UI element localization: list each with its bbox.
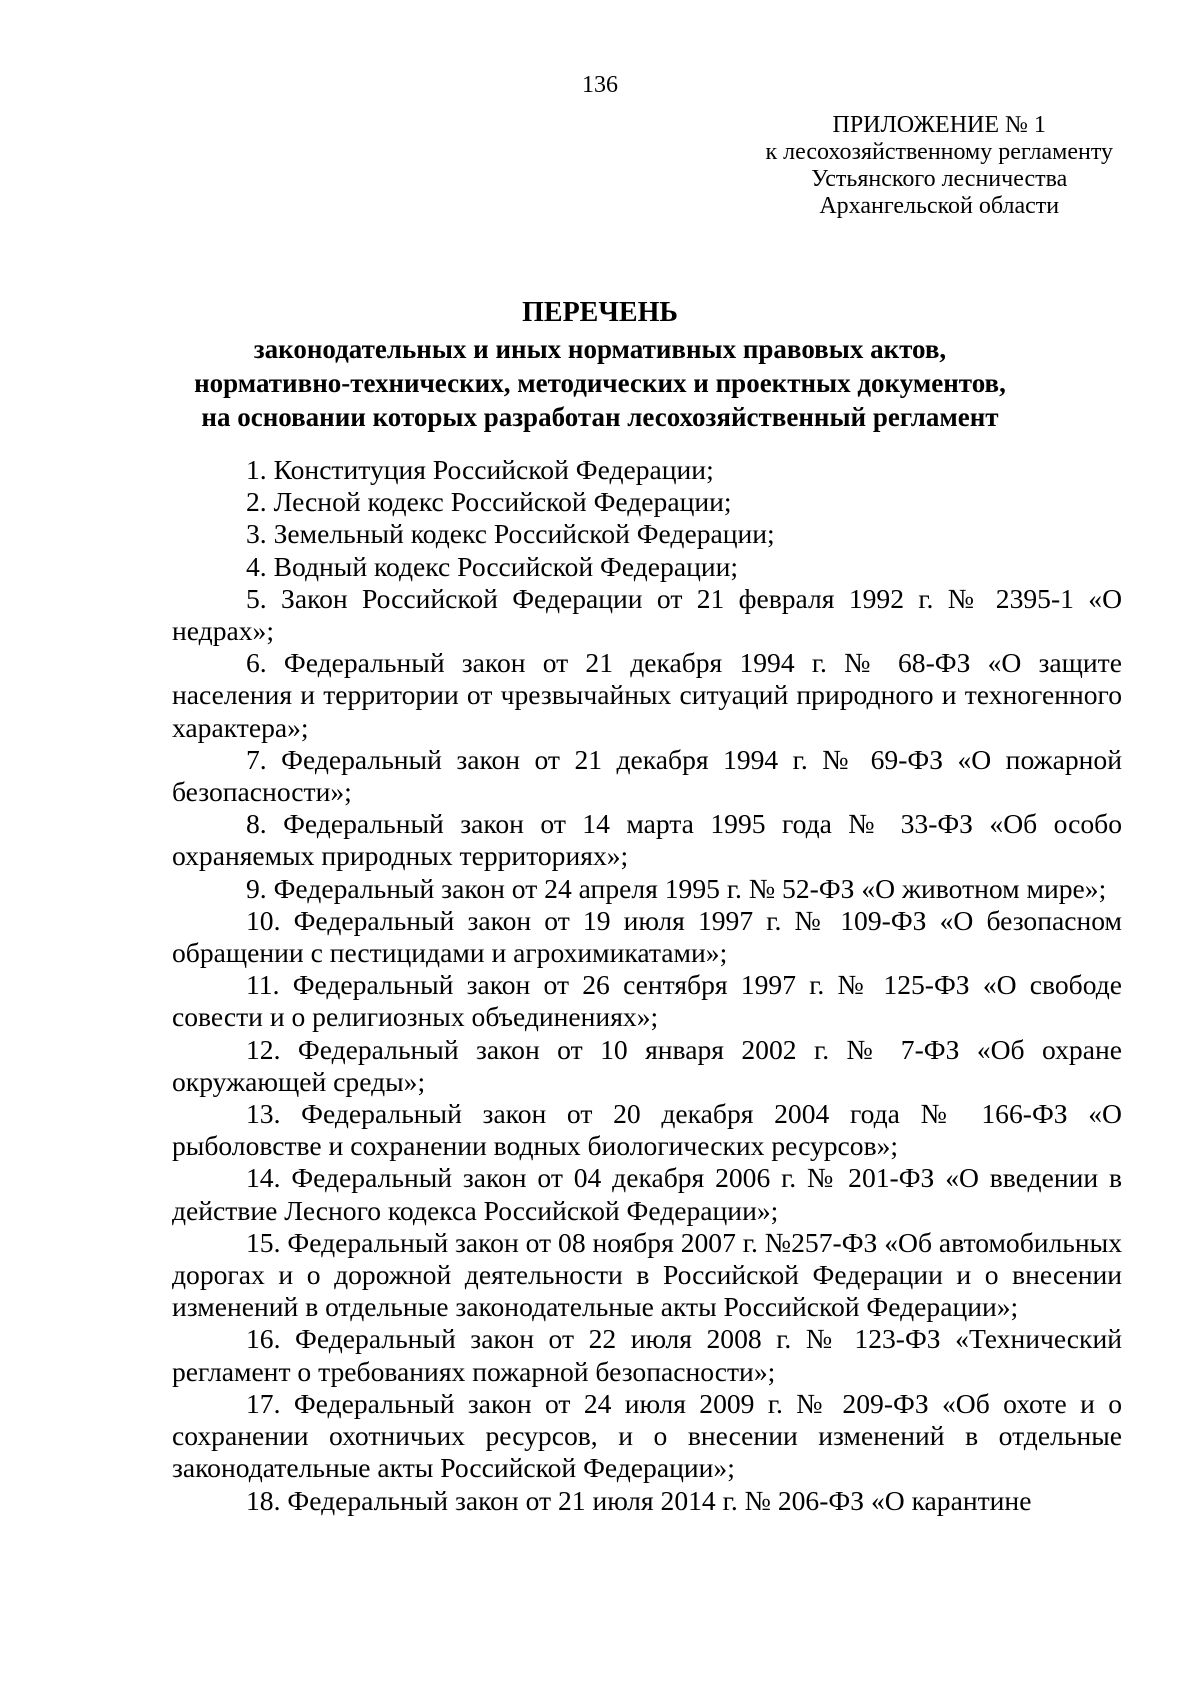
list-item: 4. Водный кодекс Российской Федерации;: [246, 550, 739, 582]
document-subtitle-line: законодательных и иных нормативных правовых актов,: [253, 334, 947, 364]
list-item: 8. Федеральный закон от 14 марта 1995 года № 33-ФЗ «Об особо охраняемых природных территориях»;: [172, 808, 1122, 872]
list-item: 5. Закон Российской Федерации от 21 февраля 1992 г. № 2395-1 «О недрах»;: [172, 582, 1122, 647]
list-item: 15. Федеральный закон от 08 ноября 2007 г. №257-ФЗ «Об автомобильных дорогах и о дорожной деятельности в Российской Федерации и о внесении изменений в отдельные законодательные акты Российской Федерации»;: [172, 1226, 1122, 1323]
appendix-line: к лесохозяйственному регламенту: [765, 139, 1113, 165]
list-item: 2. Лесной кодекс Российской Федерации;: [246, 486, 732, 518]
list-item: 11. Федеральный закон от 26 сентября 1997 г. № 125-ФЗ «О свободе совести и о религиозных объединениях»;: [172, 969, 1122, 1033]
list-item: 6. Федеральный закон от 21 декабря 1994 г. № 68-ФЗ «О защите населения и территории от чрезвычайных ситуаций природного и техногенного характера»;: [172, 647, 1122, 743]
list-item: 18. Федеральный закон от 21 июля 2014 г. № 206-ФЗ «О карантине: [246, 1484, 1032, 1516]
acts-list: [172, 454, 1122, 1517]
list-item: 7. Федеральный закон от 21 декабря 1994 г. № 69-ФЗ «О пожарной безопасности»;: [172, 743, 1122, 808]
document-subtitle-line: нормативно-технических, методических и проектных документов,: [194, 368, 1006, 398]
page-number: 136: [582, 72, 618, 98]
list-item: 14. Федеральный закон от 04 декабря 2006 г. № 201-ФЗ «О введении в действие Лесного кодекса Российской Федерации»;: [172, 1162, 1122, 1226]
appendix-line: Архангельской области: [819, 193, 1060, 219]
document-title: ПЕРЕЧЕНЬ: [522, 297, 678, 328]
appendix-header: [765, 112, 1113, 220]
appendix-title: ПРИЛОЖЕНИЕ № 1: [832, 112, 1046, 138]
document-heading: [0, 296, 1200, 434]
list-item: 12. Федеральный закон от 10 января 2002 г. № 7-ФЗ «Об охране окружающей среды»;: [172, 1033, 1122, 1097]
list-item: 1. Конституция Российской Федерации;: [246, 454, 714, 485]
list-item: 3. Земельный кодекс Российской Федерации;: [246, 518, 775, 550]
list-item: 16. Федеральный закон от 22 июля 2008 г. № 123-ФЗ «Технический регламент о требованиях пожарной безопасности»;: [172, 1323, 1122, 1387]
appendix-line: Устьянского лесничества: [811, 166, 1068, 192]
list-item: 10. Федеральный закон от 19 июля 1997 г. № 109-ФЗ «О безопасном обращении с пестицидами и агрохимикатами»;: [172, 904, 1122, 969]
list-item: 17. Федеральный закон от 24 июля 2009 г. № 209-ФЗ «Об охоте и о сохранении охотничьих ресурсов, и о внесении изменений в отдельные законодательные акты Российской Федерации»;: [172, 1387, 1122, 1484]
document-subtitle-line: на основании которых разработан лесохозяйственный регламент: [201, 402, 999, 432]
list-item: 9. Федеральный закон от 24 апреля 1995 г. № 52-ФЗ «О животном мире»;: [246, 872, 1107, 904]
list-item: 13. Федеральный закон от 20 декабря 2004 года № 166-ФЗ «О рыболовстве и сохранении водных биологических ресурсов»;: [172, 1098, 1122, 1162]
